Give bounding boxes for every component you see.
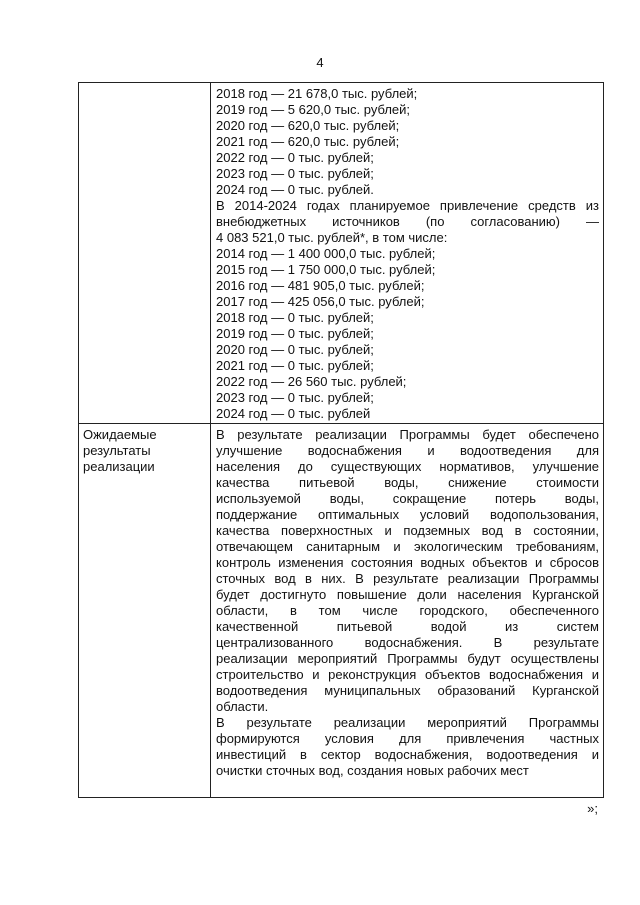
- results-text-line: будет достигнуто повышение доли населения Курганской: [216, 587, 599, 602]
- results-text-line: инвестиций в сектор водоснабжения, водоотведения и: [216, 747, 599, 762]
- funding-line: 2018 год — 0 тыс. рублей;: [216, 310, 374, 325]
- results-text-line: контроль изменения состояния водных объектов и сбросов: [216, 555, 599, 570]
- funding-line: 2022 год — 26 560 тыс. рублей;: [216, 374, 407, 389]
- funding-line: внебюджетных источников (по согласованию) —: [216, 214, 599, 229]
- funding-line: 2022 год — 0 тыс. рублей;: [216, 150, 374, 165]
- funding-line: 2021 год — 620,0 тыс. рублей;: [216, 134, 400, 149]
- funding-line: 2016 год — 481 905,0 тыс. рублей;: [216, 278, 425, 293]
- results-label-line: результаты: [83, 443, 151, 458]
- funding-cell: [216, 86, 599, 422]
- results-text-line: В результате реализации Программы будет обеспечено: [216, 427, 599, 442]
- results-text-line: реализации мероприятий Программы будут осуществлены: [216, 651, 599, 666]
- funding-line: 2021 год — 0 тыс. рублей;: [216, 358, 374, 373]
- row-divider: [79, 423, 603, 424]
- results-text-line: используемой воды, сокращение потерь воды,: [216, 491, 599, 506]
- funding-line: 2019 год — 5 620,0 тыс. рублей;: [216, 102, 411, 117]
- results-text-line: отвечающем санитарным и экологическим требованиям,: [216, 539, 599, 554]
- results-text-line: сточных вод в них. В результате реализации Программы: [216, 571, 599, 586]
- results-text-line: области, в том числе городского, обеспеченного: [216, 603, 599, 618]
- results-text-line: централизованного водоснабжения. В результате: [216, 635, 599, 650]
- page-number: 4: [316, 55, 324, 70]
- results-text-line: В результате реализации мероприятий Программы: [216, 715, 599, 730]
- funding-line: 2020 год — 620,0 тыс. рублей;: [216, 118, 400, 133]
- results-text-line: очистки сточных вод, создания новых рабочих мест: [216, 763, 529, 778]
- closing-quote-mark: »;: [587, 801, 598, 816]
- funding-line: 2020 год — 0 тыс. рублей;: [216, 342, 374, 357]
- results-text-line: улучшение водоснабжения и водоотведения для: [216, 443, 599, 458]
- results-cell: [216, 427, 599, 779]
- funding-line: 2023 год — 0 тыс. рублей;: [216, 166, 374, 181]
- funding-line: 2024 год — 0 тыс. рублей: [216, 406, 371, 421]
- funding-line: В 2014-2024 годах планируемое привлечение средств из: [216, 198, 599, 213]
- funding-line: 2017 год — 425 056,0 тыс. рублей;: [216, 294, 425, 309]
- funding-line: 4 083 521,0 тыс. рублей*, в том числе:: [216, 230, 448, 245]
- funding-line: 2024 год — 0 тыс. рублей.: [216, 182, 374, 197]
- results-text-line: формируются условия для привлечения частных: [216, 731, 599, 746]
- results-text-line: населения до существующих нормативов, улучшение: [216, 459, 599, 474]
- program-passport-table: [78, 82, 604, 798]
- column-divider: [210, 83, 211, 797]
- results-text-line: строительство и реконструкция объектов водоснабжения и: [216, 667, 599, 682]
- results-text-line: качества поверхностных и подземных вод в состоянии,: [216, 523, 599, 538]
- results-label-line: реализации: [83, 459, 155, 474]
- funding-line: 2015 год — 1 750 000,0 тыс. рублей;: [216, 262, 436, 277]
- results-text-line: поддержание оптимальных условий водопользования,: [216, 507, 599, 522]
- results-text-line: области.: [216, 699, 269, 714]
- results-text-line: качества питьевой воды, снижение стоимости: [216, 475, 599, 490]
- results-label-line: Ожидаемые: [83, 427, 157, 442]
- funding-line: 2023 год — 0 тыс. рублей;: [216, 390, 374, 405]
- funding-line: 2014 год — 1 400 000,0 тыс. рублей;: [216, 246, 436, 261]
- results-text-line: качественной питьевой водой из систем: [216, 619, 599, 634]
- results-label-cell: [83, 427, 157, 475]
- results-text-line: водоотведения муниципальных образований Курганской: [216, 683, 599, 698]
- funding-line: 2019 год — 0 тыс. рублей;: [216, 326, 374, 341]
- funding-line: 2018 год — 21 678,0 тыс. рублей;: [216, 86, 418, 101]
